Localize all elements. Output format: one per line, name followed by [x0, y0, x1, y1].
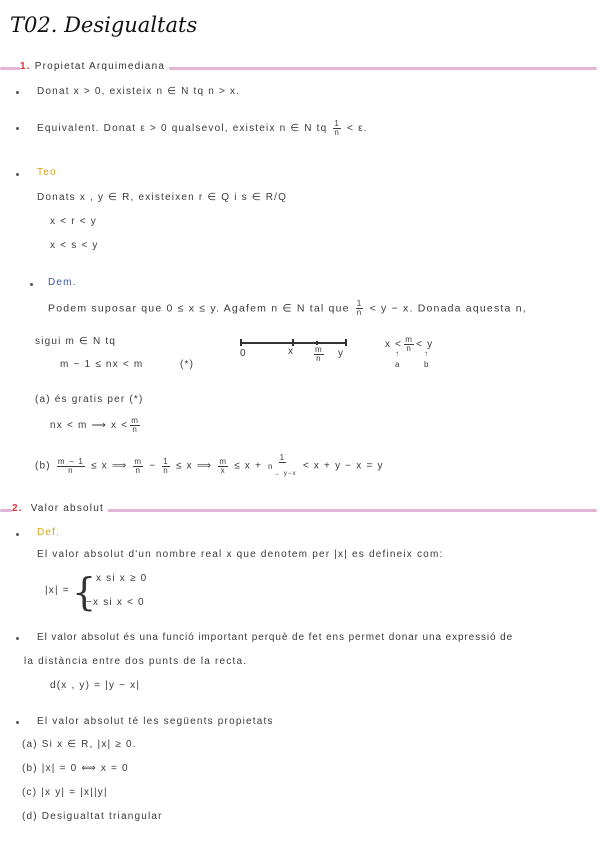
text-line — [37, 120, 368, 137]
up-arrow-icon: ↑ — [395, 349, 399, 358]
text-line: Donat x > 0, existeix n ∈ N tq n > x. — [37, 86, 241, 97]
text: ≤ x ⟹ — [175, 460, 213, 472]
text: < ε. — [347, 123, 368, 135]
text: nx < m ⟶ x < — [50, 420, 129, 432]
bullet-icon — [16, 173, 19, 176]
proof-label: Dem. — [48, 277, 77, 288]
abs-lhs: |x| = — [45, 585, 70, 596]
text: < y — [416, 339, 434, 351]
section-2-heading — [12, 503, 108, 515]
text-line — [35, 454, 384, 478]
numerator: 1 — [279, 453, 286, 462]
bullet-icon — [16, 91, 19, 94]
property-item: (c) |x y| = |x||y| — [22, 787, 108, 798]
section-title: Valor absolut — [30, 503, 104, 514]
bullet-icon — [30, 283, 33, 286]
section-number: 2. — [12, 503, 23, 514]
numerator: m — [131, 416, 140, 425]
section-number: 1. — [20, 61, 31, 72]
section-title: Propietat Arquimediana — [34, 61, 166, 72]
text: x < — [385, 339, 403, 351]
text: ≤ x + — [234, 460, 263, 472]
bullet-icon — [16, 533, 19, 536]
brace-icon: { — [72, 570, 97, 614]
numerator: m — [315, 345, 323, 354]
denominator: n — [356, 308, 363, 317]
denominator: n — [268, 462, 274, 471]
numerator: m — [405, 335, 414, 344]
text: Equivalent. Donat ε > 0 qualsevol, existeix n ∈ N tq — [37, 123, 328, 135]
fraction — [356, 300, 364, 317]
denominator: n — [135, 465, 142, 475]
theorem-label: Teo — [37, 167, 57, 178]
numberline-label: 0 — [240, 348, 247, 359]
text-line — [48, 300, 527, 317]
text-line: (a) és gratis per (*) — [35, 394, 144, 405]
denominator: n — [406, 344, 412, 353]
section-1-heading — [20, 61, 169, 73]
text-line: El valor absolut és una funció important perquè de fet ens permet donar una expressió de — [37, 632, 514, 643]
numerator: m — [134, 456, 143, 466]
text: < y − x. Donada aquesta n, — [369, 302, 527, 315]
text: − — [149, 460, 157, 472]
property-item: (a) Si x ∈ R, |x| ≥ 0. — [22, 739, 137, 750]
numerator: m — [219, 456, 228, 466]
case-line: −x si x < 0 — [86, 597, 145, 608]
bullet-icon — [16, 127, 19, 130]
number-line — [240, 342, 347, 344]
case-line: x si x ≥ 0 — [96, 573, 148, 584]
property-item: (b) |x| = 0 ⟺ x = 0 — [22, 763, 129, 774]
text-line: x < s < y — [50, 240, 99, 251]
label-a: a — [395, 360, 401, 369]
label-b: b — [424, 360, 430, 369]
denominator: n — [163, 465, 169, 475]
numerator: 1 — [334, 119, 341, 128]
numerator: 1 — [163, 456, 169, 466]
text-line: d(x , y) = |y − x| — [50, 680, 141, 691]
text-line: Donats x , y ∈ R, existeixen r ∈ Q i s ∈ R/Q — [37, 192, 288, 203]
text-line: El valor absolut té les següents propietats — [37, 716, 274, 727]
text: Podem suposar que 0 ≤ x ≤ y. Agafem n ∈ N tal que — [48, 302, 350, 315]
text: < x + y − x = y — [302, 460, 384, 472]
denominator: n — [334, 128, 341, 137]
subscript: → y−x — [273, 471, 297, 477]
definition-label: Def. — [37, 527, 61, 538]
bullet-icon — [16, 721, 19, 724]
text-line: El valor absolut d'un nombre real x que denotem per |x| es defineix com: — [37, 549, 444, 560]
numberline-label — [312, 346, 326, 363]
text: (b) — [35, 460, 51, 472]
property-item: (d) Desigualtat triangular — [22, 811, 163, 822]
bullet-icon — [16, 637, 19, 640]
denominator: n — [316, 354, 322, 363]
denominator: x — [220, 465, 226, 475]
numerator: 1 — [356, 299, 363, 308]
denominator: n — [132, 425, 138, 434]
text-line: la distància entre dos punts de la recta. — [24, 656, 248, 667]
text-line — [50, 417, 142, 434]
inequality: m − 1 ≤ nx < m — [60, 359, 144, 370]
up-arrow-icon: ↑ — [424, 349, 428, 358]
text-line: sigui m ∈ N tq — [35, 336, 117, 347]
denominator: n — [68, 465, 74, 475]
numerator: m − 1 — [57, 456, 85, 466]
star-label: (*) — [180, 359, 195, 370]
text-line: x < r < y — [50, 216, 97, 227]
numberline-label: y — [338, 348, 345, 359]
fraction — [333, 120, 341, 137]
numberline-label: x — [288, 346, 295, 357]
text: ≤ x ⟹ — [91, 460, 128, 472]
page-title: T02. Desigualtats — [10, 13, 198, 37]
